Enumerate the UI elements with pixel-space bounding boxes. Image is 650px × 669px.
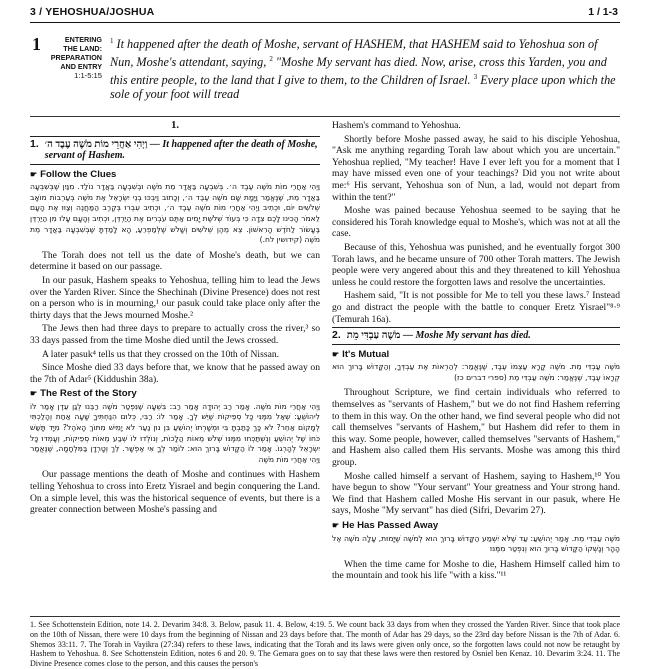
commentary-number: 2. [332, 329, 341, 342]
hebrew-source: מֹשֶׁה עַבְדִּי מֵת. אָמַר יְהוֹשֻׁעַ: עַד שֶׁלֹּא יִשְׁמַע הַקָּדוֹשׁ בָּרוּךְ הוּא לְמֹשֶׁה שֶׁיָּמוּת, עָלָה מֹשֶׁה אֶל הָהָר וְנָשְׁקוֹ הַקָּדוֹשׁ בָּרוּךְ הוּא וְנִפְטַר מִמֶּנּוּ [332, 533, 620, 554]
verse-text [110, 34, 622, 102]
commentary-right-column [332, 120, 620, 584]
verse-3: Every place upon which the sole of your foot will tread [110, 72, 616, 102]
commentary-english: — It happened after the death of Moshe, servant of Hashem. [44, 138, 318, 162]
commentary-heading [30, 136, 320, 165]
paragraph: Hashem's command to Yehoshua. [332, 120, 461, 131]
chapter-heading-line: PREPARATION [50, 53, 102, 62]
paragraph: A later pasuk⁴ tells us that they crossed on the 10th of Nissan. [42, 348, 280, 360]
paragraph: The Torah does not tell us the date of Moshe's death, but we can determine it based on our passage. [30, 249, 320, 273]
paragraph: The Jews then had three days to prepare to actually cross the river,³ so 33 days passed from the time Moshe died until the Jews crossed. [30, 323, 320, 346]
commentary-heading [332, 327, 620, 345]
commentary-left-column [30, 120, 320, 518]
verse-1: It happened after the death of Moshe, servant of HASHEM, that HASHEM said to Yehoshua son of Nun, Moshe's attendant, saying, [110, 37, 598, 69]
scripture-block [30, 34, 622, 106]
subheading-label: It's Mutual [342, 348, 390, 360]
verse-number: 3 [473, 72, 478, 81]
hebrew-source: וַיְהִי אַחֲרֵי מוֹת מֹשֶׁה עֶבֶד ה׳. בְּשִׁבְעָה בַּאֲדָר מֵת מֹשֶׁה וּבְשִׁבְעָה בַּאֲדָר נוֹלַד. מִנַּיִן שֶׁבְּשִׁבְעָה בַּאֲדָר מֵת, שֶׁנֶּאֱמַר וַיָּמָת שָׁם מֹשֶׁה עֶבֶד ה׳, וְכָתוּב וַיִּבְכּוּ בְנֵי יִשְׂרָאֵל אֶת מֹשֶׁה בְּעַרְבוֹת מוֹאָב שְׁלֹשִׁים יוֹם, וּכְתִיב וַיְהִי אַחֲרֵי מוֹת מֹשֶׁה עֶבֶד ה׳, וּכְתִיב עִבְרוּ בְּקֶרֶב הַמַּחֲנֶה וְצַוּוּ אֶת הָעָם לֵאמֹר הָכִינוּ לָכֶם צֵדָה כִּי בְּעוֹד שְׁלֹשֶׁת יָמִים אַתֶּם עֹבְרִים אֶת הַיַּרְדֵּן, וּכְתִיב וְהָעָם עָלוּ מִן הַיַּרְדֵּן בֶּעָשׂוֹר לַחֹדֶשׁ הָרִאשׁוֹן. צֵא מֵהֶן שְׁלֹשִׁים וְשָׁלֹשׁ שֶׁלְּמַפְרֵעַ, הָא לָמַדְתָּ שֶׁבְּשִׁבְעָה בַּאֲדָר מֵת מֹשֶׁה (קידושין לח.) [30, 182, 320, 245]
verse-number: 1 [110, 37, 114, 45]
paragraph: Shortly before Moshe passed away, he said to his disciple Yehoshua, "Ask me anything regarding Torah law about which you are uncertain." Yehoshua replied, "My teacher! Have I ever left you for a moment that I may have missed even one of your teachings? Did you not write about me:⁶ His servant, Yehoshua son of Nun, a lad, would not depart from within the tent?" [332, 133, 620, 203]
section-rule [30, 116, 620, 117]
subheading [30, 169, 320, 181]
commentary-english: — Moshe My servant has died. [402, 330, 531, 342]
commentary-hebrew: מֹשֶׁה עַבְדִּי מֵת [346, 330, 401, 342]
verse-2: "Moshe My servant has died. Now, arise, cross this Yarden, you and this entire people, to the land that I give to them, to the Children of Israel. [110, 54, 607, 87]
commentary-title [347, 330, 531, 342]
paragraph: Hashem said, "It is not possible for Me to tell you these laws.⁷ Instead go and distract the people with the battle to conquer Eretz Yisrael"⁸·⁹ (Temurah 16a). [332, 290, 620, 325]
subheading [30, 388, 320, 400]
commentary-hebrew: וַיְהִי אַחֲרֵי מוֹת מֹשֶׁה עֶבֶד ה׳ [44, 138, 148, 150]
subheading-label: The Rest of the Story [40, 388, 137, 400]
hand-pointer-icon: ☛ [30, 169, 38, 179]
verse-number: 2 [269, 54, 273, 63]
subheading-label: He Has Passed Away [342, 520, 439, 531]
commentary-number: 1. [30, 137, 39, 150]
section-number: 1. [171, 120, 179, 131]
chapter-range: 1:1-5:15 [74, 71, 102, 80]
running-header-right: 1 / 1-3 [588, 6, 618, 18]
hebrew-source: וַיְהִי אַחֲרֵי מוֹת מֹשֶׁה. אָמַר רַב יְהוּדָה אָמַר רַב: בִּשְׁעָה שֶׁנִּפְטַר מֹשֶׁה רַבֵּנוּ לְגַן עֵדֶן אָמַר לוֹ לִיהוֹשֻׁעַ: שְׁאַל מִמֶּנִּי כָּל סְפֵיקוֹת שֶׁיֵּשׁ לְךָ. אָמַר לוֹ: רַבִּי, כְּלוּם הִנַּחְתִּיךָ שָׁעָה אַחַת וְהָלַכְתִּי לְמָקוֹם אַחֵר? לֹא כָּךְ כָּתַבְתָּ בִּי וּמְשָׁרְתוֹ יְהוֹשֻׁעַ בִּן נוּן נַעַר לֹא יָמִישׁ מִתּוֹךְ הָאֹהֶל? מִיָּד תָּשַׁשׁ כֹּחוֹ שֶׁל יְהוֹשֻׁעַ וְנִשְׁתַּכְּחוּ מִמֶּנּוּ שְׁלֹשׁ מֵאוֹת הֲלָכוֹת, וְנוֹלְדוּ לוֹ שְׁבַע מֵאוֹת סְפֵיקוֹת, וְעָמְדוּ כָּל יִשְׂרָאֵל לְהָרְגוֹ. אָמַר לוֹ הַקָּדוֹשׁ בָּרוּךְ הוּא: לוֹמַר לְךָ אִי אֶפְשָׁר. לֵךְ וְטָרְדָן בַּמִּלְחָמָה, שֶׁנֶּאֱמַר וַיְהִי אַחֲרֵי מוֹת מֹשֶׁה [30, 401, 320, 464]
chapter-heading-line: ENTERING [64, 35, 102, 44]
subheading [332, 520, 620, 532]
paragraph: Moshe called himself a servant of Hashem, saying to Hashem,¹⁰ You have begun to show "Your servant" Your greatness and Your strong hand. We find that Hashem called Moshe His servant in our pasuk, where He says, Moshe "My servant" has died (Sifri, Devarim 27). [332, 470, 620, 517]
paragraph: When the time came for Moshe to die, Hashem Himself called him to the mountain and took his life "with a kiss."¹¹ [332, 558, 620, 582]
chapter-number: 1 [32, 34, 41, 54]
chapter-heading-line: AND ENTRY [60, 62, 102, 71]
chapter-heading [50, 35, 102, 80]
paragraph: In our pasuk, Hashem speaks to Yehoshua, telling him to lead the Jews over the Yarden River. Since the Shechinah (Divine Presence) does not rest on a person who is in mourning,¹ our pasuk could take place only after the thirty days that the Jews mourned Moshe.² [30, 274, 320, 321]
paragraph: Our passage mentions the death of Moshe and continues with Hashem telling Yehoshua to cross into Eretz Yisrael and begin conquering the Land. On a simple level, this was the historical sequence of events, but there is a greater connection between Moshe's passing and [30, 469, 320, 516]
subheading [332, 349, 620, 361]
commentary-title [45, 139, 320, 162]
paragraph: Because of this, Yehoshua was punished, and he eventually forgot 300 Torah laws, and he became unsure of 700 other Torah matters. The Jewish people were very angered about this and they threatened to kill Yehoshua unless he could restore the forgotten laws and resolve the uncertainties. [332, 241, 620, 288]
paragraph: Throughout Scripture, we find certain individuals who referred to themselves as "servants of Hashem," but we do not find Hashem referring to them in this way. On the other hand, we find several people who did not call themselves "servants of Hashem," but Hashem did refer to them in this way. Some people, however, called themselves "servants of Hashem," and Hashem also called them His servants. Moshe was among this third group. [332, 387, 620, 469]
hebrew-source: מֹשֶׁה עַבְדִּי מֵת. מֹשֶׁה קָרָא עַצְמוֹ עֶבֶד, שֶׁנֶּאֱמַר: לְהַרְאוֹת אֶת עַבְדְּךָ, וְהַקָּדוֹשׁ בָּרוּךְ הוּא קְרָאוֹ עֶבֶד, שֶׁנֶּאֱמַר: מֹשֶׁה עַבְדִּי מֵת (ספרי דברים כז) [332, 362, 620, 382]
chapter-heading-line: THE LAND: [63, 44, 102, 53]
hand-pointer-icon: ☛ [332, 521, 340, 530]
paragraph: Moshe was pained because Yehoshua seemed to be saying that he considered his Torah knowledge equal to Moshe's, which was not at all the case. [332, 205, 620, 240]
hand-pointer-icon: ☛ [30, 389, 38, 399]
header-rule [30, 22, 620, 23]
running-header-left: 3 / YEHOSHUA/JOSHUA [30, 6, 155, 18]
hand-pointer-icon: ☛ [332, 349, 340, 359]
paragraph: Since Moshe died 33 days before that, we know that he passed away on the 7th of Adar⁵ (Kiddushin 38a). [30, 362, 320, 385]
footnotes: 1. See Schottenstein Edition, note 14. 2. Devarim 34:8. 3. Below, pasuk 11. 4. Below, 4:19. 5. We count back 33 days from when they crossed the Yarden River. Since that took place on the 10th of Nissan, there were 10 days from the beginning of Nissan and 23 days before that. The month of Adar has 29 days, so the 23rd day before Nissan is the 7th of Adar. 6. Shemos 33:11. 7. The Torah in Vayikra (27:34) refers to these laws, indicating that the Torah and its laws were given only once, so the forgotten laws could not now be retaught by Hashem to Yehoshua. 8. See Schottenstein Edition, notes 6 and 20. 9. The Gemara goes on to say that these laws were then restored by Osniel ben Kenaz. 10. Devarim 3:24. 11. The Divine Presence comes close to the person, and this causes the person's [30, 616, 620, 669]
subheading-label: Follow the Clues [40, 168, 117, 180]
